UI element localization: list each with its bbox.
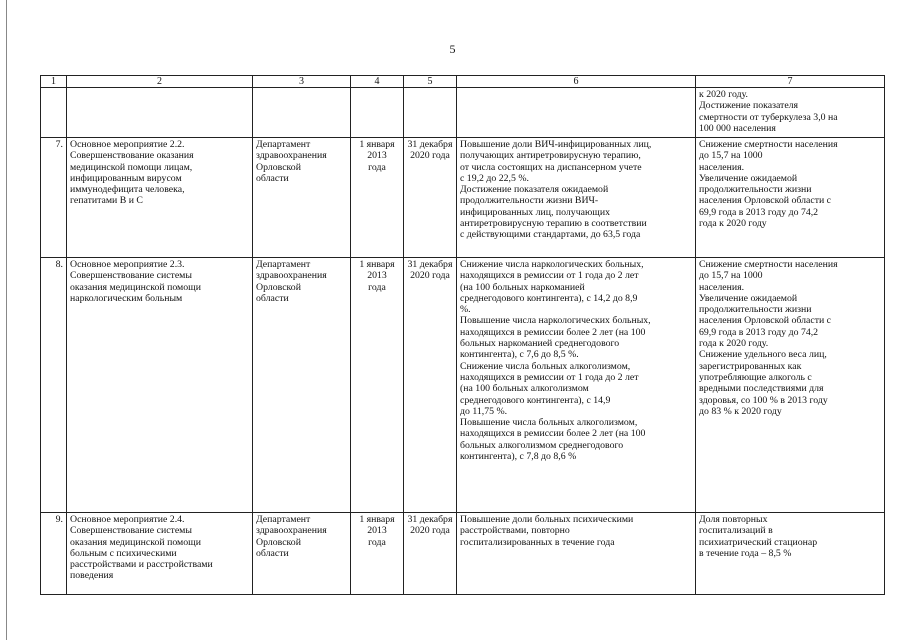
text-line: зарегистрированных как [699,360,802,372]
text-line: Снижение смертности населения [699,139,838,150]
text-line: области [256,172,289,184]
text-line: с действующими стандартами, до 63,5 года [460,229,641,241]
text-line: 1 января [359,139,395,150]
text-line: до 15,7 на 1000 [699,270,763,282]
text-line: в течение года – 8,5 % [699,547,792,559]
text-line: Повышение числа наркологических больных, [460,315,651,327]
text-line: продолжительности жизни [699,304,812,316]
target-indicators-cell [696,258,885,513]
text-line: Основное мероприятие 2.4. [70,514,185,525]
expected-results-cell [457,88,696,138]
text-line: антиретровирусную терапию в соответствии [460,218,647,230]
text-line: контингента), с 7,6 до 8,5 %. [460,349,579,361]
text-line: от числа состоящих на диспансерном учете [460,161,642,173]
text-line: Доля повторных [699,514,768,525]
text-line: 1 января [359,514,395,525]
text-line: области [256,547,289,559]
header-col-6: 6 [457,76,696,88]
row-number-cell [41,88,67,138]
text-line: 31 декабря [407,259,453,270]
text-line: Достижение показателя [699,100,799,112]
text-line: Снижение удельного веса лиц, [699,349,827,361]
text-line: Повышение числа больных алкоголизмом, [460,417,638,429]
text-line: населения. [699,161,745,173]
text-line: Увеличение ожидаемой [699,292,798,304]
target-indicators-cell [696,138,885,258]
text-line: медицинской помощи лицам, [70,161,193,173]
text-line: 2013 [367,150,387,162]
text-line: 2020 года [410,270,450,282]
text-line: оказания медицинской помощи [70,281,201,293]
text-line: Основное мероприятие 2.3. [70,259,185,270]
expected-results-cell [457,513,696,595]
text-line: с 19,2 до 22,5 %. [460,172,529,184]
start-date-cell [351,88,404,138]
header-col-3: 3 [253,76,351,88]
text-line: здравоохранения [256,150,327,162]
header-col-1: 1 [41,76,67,88]
text-line: здравоохранения [256,270,327,282]
text-line: Повышение доли больных психическими [460,514,634,525]
text-line: наркологическим больным [70,292,183,304]
start-date-cell [351,513,404,595]
text-line: смертности от туберкулеза 3,0 на [699,111,838,123]
text-line: Орловской [256,161,301,173]
text-line: населения Орловской области с [699,195,832,207]
table-row [41,88,885,138]
text-line: госпитализированных в течение года [460,536,615,548]
text-line: Департамент [256,259,311,270]
expected-results-cell [457,138,696,258]
text-line: Снижение числа наркологических больных, [460,259,644,270]
text-line: больным с психическими [70,547,177,559]
text-line: находящихся в ремиссии от 1 года до 2 лет [460,270,639,282]
department-cell [253,513,351,595]
text-line: Орловской [256,281,301,293]
text-line: до 15,7 на 1000 [699,150,763,162]
department-cell [253,88,351,138]
text-line: до 11,75 %. [460,405,508,417]
text-line: находящихся в ремиссии от 1 года до 2 лет [460,371,639,383]
header-col-5: 5 [404,76,457,88]
text-line: 69,9 года в 2013 году до 74,2 [699,326,819,338]
text-line: Достижение показателя ожидаемой [460,184,609,196]
expected-results-cell [457,258,696,513]
text-line: к 2020 году. [699,89,748,100]
text-line: 2020 года [410,150,450,162]
header-col-2: 2 [67,76,253,88]
text-line: (на 100 больных наркоманией [460,281,585,293]
text-line: 31 декабря [407,139,453,150]
end-date-cell [404,138,457,258]
text-line: иммунодефицита человека, [70,184,185,196]
start-date-cell [351,258,404,513]
text-line: Основное мероприятие 2.2. [70,139,185,150]
row-number-cell: 7. [41,138,67,258]
end-date-cell [404,88,457,138]
text-line: оказания медицинской помощи [70,536,201,548]
text-line: психиатрический стационар [699,536,818,548]
header-col-4: 4 [351,76,404,88]
text-line: расстройствами и расстройствами [70,559,213,571]
text-line: инфицированным вирусом [70,172,182,184]
text-line: Совершенствование системы [70,270,192,282]
text-line: 1 января [359,259,395,270]
text-line: года [368,536,386,548]
text-line: продолжительности жизни [699,184,812,196]
header-row [41,76,885,88]
text-line: госпитализаций в [699,525,773,537]
text-line: вредными последствиями для [699,383,824,395]
text-line: инфицированных лиц, получающих [460,206,610,218]
text-line: Департамент [256,514,311,525]
text-line: Совершенствование системы [70,525,192,537]
text-line: здравоохранения [256,525,327,537]
text-line: расстройствами, повторно [460,525,570,537]
text-line: года [368,281,386,293]
program-table [40,75,885,595]
text-line: года к 2020 году. [699,338,769,350]
row-number-cell: 8. [41,258,67,513]
text-line: находящихся в ремиссии более 2 лет (на 100 [460,428,646,440]
text-line: 31 декабря [407,514,453,525]
text-line: Совершенствование оказания [70,150,194,162]
text-line: контингента), с 7,8 до 8,6 % [460,451,577,463]
text-line: Орловской [256,536,301,548]
text-line: 100 000 населения [699,122,776,134]
text-line: населения. [699,281,745,293]
text-line: (на 100 больных алкоголизмом [460,383,589,395]
text-line: года [368,161,386,173]
text-line: употребляющие алкоголь с [699,371,812,383]
end-date-cell [404,258,457,513]
text-line: среднегодового контингента), с 14,9 [460,394,611,406]
text-line: Снижение числа больных алкоголизмом, [460,360,631,372]
text-line: Департамент [256,139,311,150]
text-line: области [256,292,289,304]
table-row [41,138,885,258]
row-number-cell: 9. [41,513,67,595]
target-indicators-cell [696,88,885,138]
header-col-7: 7 [696,76,885,88]
table-row [41,513,885,595]
activity-name-cell [67,258,253,513]
activity-name-cell [67,138,253,258]
text-line: получающих антиретровирусную терапию, [460,150,641,162]
text-line: 69,9 года в 2013 году до 74,2 [699,206,819,218]
text-line: поведения [70,570,114,582]
text-line: находящихся в ремиссии более 2 лет (на 100 [460,326,646,338]
page-number: 5 [449,42,456,56]
text-line: %. [460,304,471,316]
text-line: 2013 [367,525,387,537]
text-line: Снижение смертности населения [699,259,838,270]
text-line: здоровья, со 100 % в 2013 году [699,394,828,406]
text-line: больных алкоголизмом среднегодового [460,439,624,451]
text-line: года к 2020 году [699,218,767,230]
start-date-cell [351,138,404,258]
activity-name-cell [67,88,253,138]
text-line: населения Орловской области с [699,315,832,327]
activity-name-cell [67,513,253,595]
text-line: Увеличение ожидаемой [699,172,798,184]
text-line: гепатитами В и С [70,195,143,207]
text-line: Повышение доли ВИЧ-инфицированных лиц, [460,139,652,150]
text-line: среднегодового контингента), с 14,2 до 8,9 [460,292,638,304]
text-line: больных наркоманией среднегодового [460,338,620,350]
table-row [41,258,885,513]
text-line: продолжительности жизни ВИЧ- [460,195,599,207]
end-date-cell [404,513,457,595]
text-line: до 83 % к 2020 году [699,405,782,417]
text-line: 2013 [367,270,387,282]
department-cell [253,138,351,258]
text-line: 2020 года [410,525,450,537]
target-indicators-cell [696,513,885,595]
department-cell [253,258,351,513]
page-left-edge [6,0,7,640]
